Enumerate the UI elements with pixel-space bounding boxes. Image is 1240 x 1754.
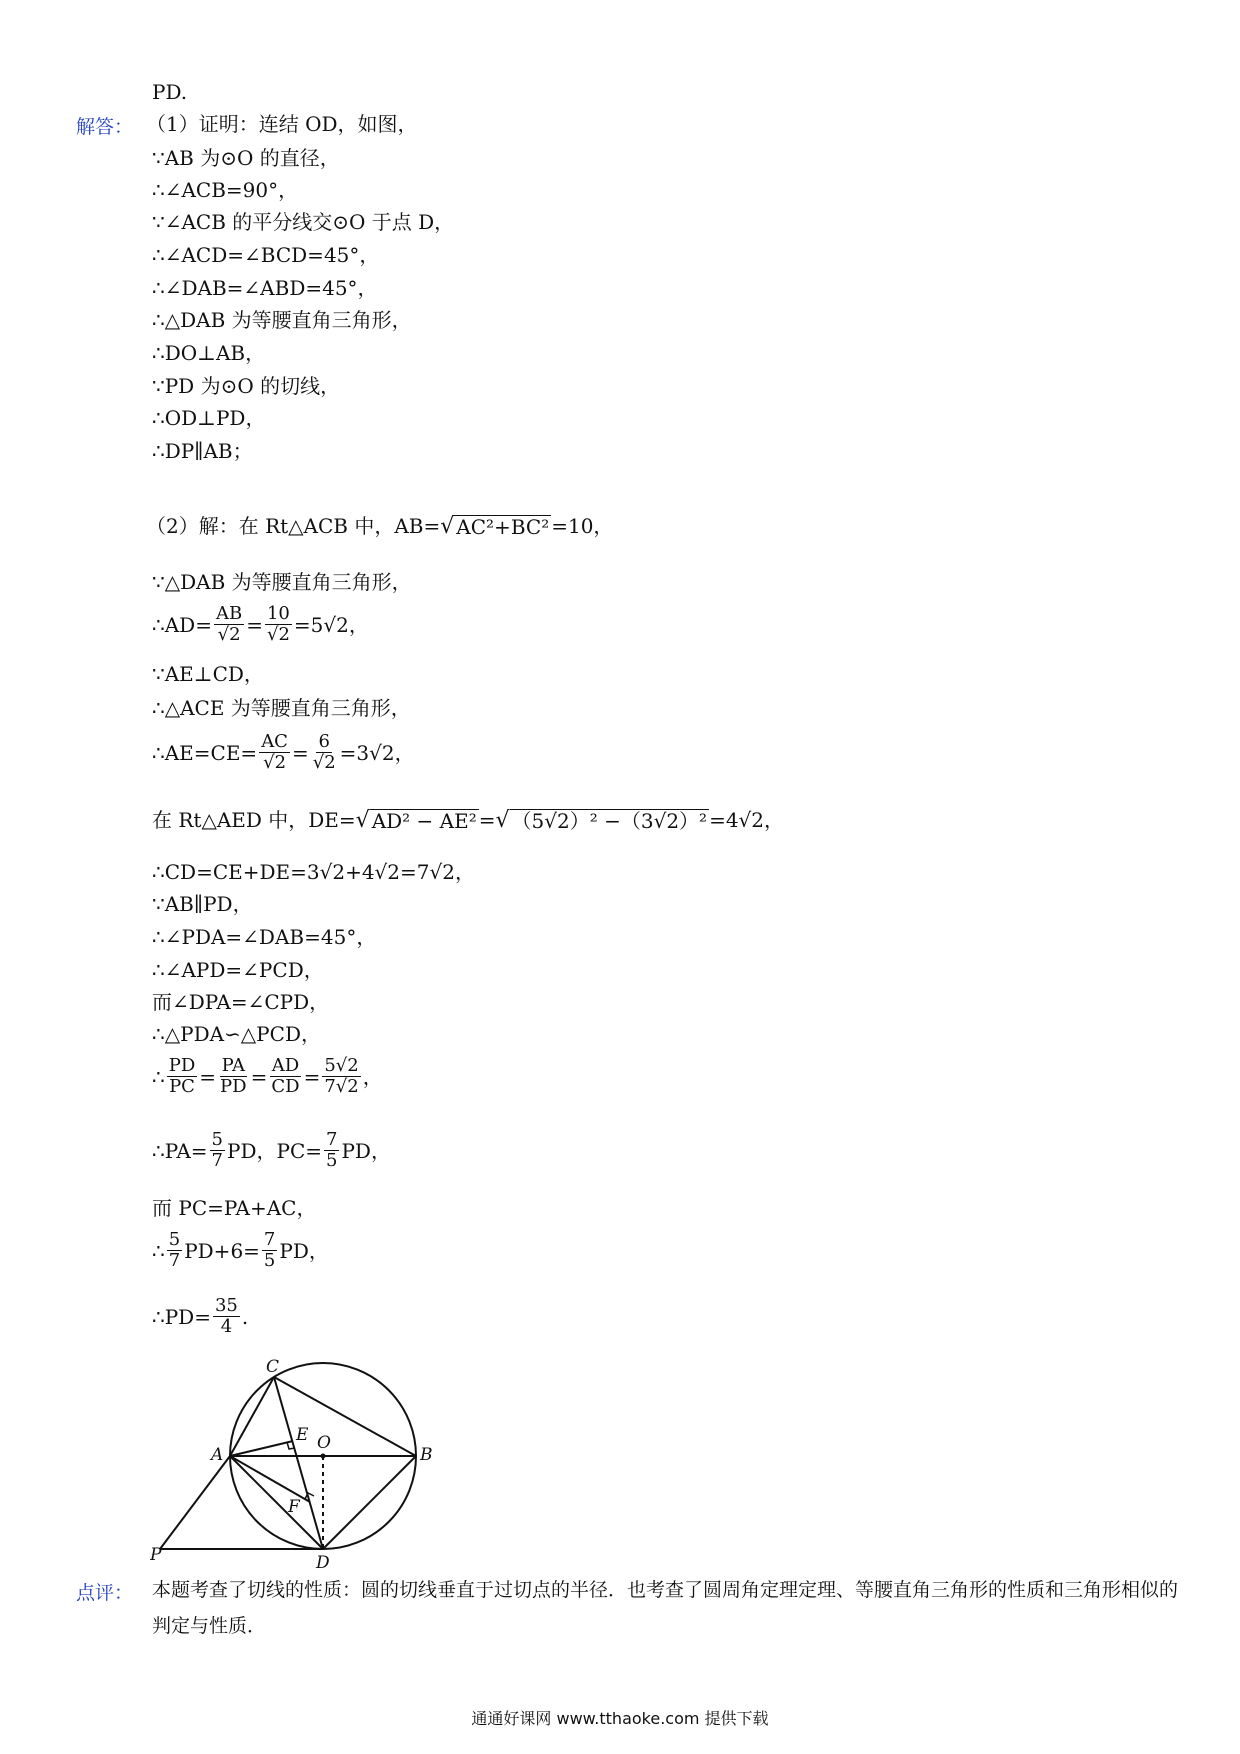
text: ， [362, 1064, 383, 1089]
part2-line: ∵AB∥PD， [152, 892, 253, 916]
part1-line: ∵PD 为⊙O 的切线， [152, 374, 341, 398]
page-footer: 通通好课网 www.tthaoke.com 提供下载 [471, 1709, 769, 1728]
text: =4√2， [709, 808, 785, 832]
denominator: PD [220, 1076, 247, 1097]
text: ∴ [152, 1238, 165, 1263]
numerator: 7 [326, 1129, 338, 1150]
text: PD， [341, 1138, 391, 1163]
text: =3√2， [339, 740, 415, 765]
fraction [265, 604, 292, 645]
fraction [214, 604, 244, 645]
sqrt-expression: √ （5√2）² −（3√2）² [495, 808, 708, 833]
radicand: AD² − AE² [371, 809, 477, 833]
denominator: 7 [168, 1250, 181, 1271]
label-a: A [211, 1445, 224, 1465]
segment-ac [230, 1377, 274, 1456]
result-line [152, 1296, 248, 1337]
numerator: AB [215, 603, 243, 624]
ae-calc-line: ∴AE=CE= $\frac{AC}{√2}$ = $\frac{6}{√2}$ =3√2， [152, 731, 415, 773]
denominator: PC [169, 1076, 195, 1097]
de-calc-line: 在 Rt△AED 中，DE= √ AD² − AE² = √ （5√2）² −（3√2）² =4√2， [152, 808, 785, 833]
part1-line: ∴OD⊥PD， [152, 406, 266, 430]
part1-line: ∴∠ACD=∠BCD=45°， [152, 243, 380, 267]
numerator: PD [168, 1055, 196, 1076]
numerator: PA [221, 1055, 246, 1076]
top-fragment: PD. [152, 80, 188, 104]
label-c: C [266, 1357, 280, 1377]
text: PD，PC= [227, 1138, 323, 1163]
fraction [210, 1130, 225, 1171]
part2-line: ∴CD=CE+DE=3√2+4√2=7√2， [152, 860, 475, 884]
numerator: AD [271, 1055, 300, 1076]
numerator: 5 [211, 1129, 223, 1150]
part2-line: ∴△ACE 为等腰直角三角形， [152, 696, 411, 720]
part2-line: ∴∠APD=∠PCD， [152, 958, 324, 982]
text: PD+6= [184, 1238, 260, 1263]
label-f: F [288, 1497, 300, 1517]
part1-line: ∴DP∥AB； [152, 439, 253, 463]
ratio-line: ∴ $\frac{PD}{PC}$ = $\frac{PA}{PD}$ = $\frac{AD}{CD}$ = $\frac{5√2}{7√2}$ ， [152, 1055, 383, 1097]
text: . [241, 1304, 249, 1329]
point-o [321, 1454, 326, 1459]
geometry-figure [150, 1352, 440, 1572]
label-p: P [150, 1545, 162, 1565]
part1-line: （1）证明：连结 OD，如图， [146, 112, 418, 136]
radicand: AC²+BC² [456, 515, 550, 539]
numerator: 10 [266, 603, 290, 624]
part1-line: ∵AB 为⊙O 的直径， [152, 146, 340, 170]
denominator: 7 [211, 1150, 223, 1171]
part2-line: ∵△DAB 为等腰直角三角形， [152, 570, 412, 594]
comment-label: 点评： [76, 1582, 134, 1604]
text: ∴AD= [152, 612, 212, 637]
text: PD， [279, 1238, 329, 1263]
sqrt-expression: √ AC²+BC² [440, 514, 550, 539]
part2-line: 而∠DPA=∠CPD， [152, 990, 330, 1014]
part1-line: ∴∠DAB=∠ABD=45°， [152, 276, 378, 300]
part1-line: ∴∠ACB=90°， [152, 178, 299, 202]
numerator: AC [261, 731, 288, 752]
numerator: 35 [214, 1295, 238, 1316]
part2-line: ∵AE⊥CD， [152, 662, 264, 686]
text: ∴PD= [152, 1304, 211, 1329]
denominator: 7√2 [324, 1076, 359, 1097]
text: 在 Rt△AED 中，DE= [152, 808, 356, 832]
fraction [213, 1296, 240, 1337]
answer-label: 解答： [76, 116, 134, 138]
fraction [218, 1056, 249, 1097]
numerator: 7 [263, 1229, 276, 1250]
comment-text: 本题考查了切线的性质：圆的切线垂直于过切点的半径．也考查了圆周角定理定理、等腰直角三角形的性质和三角形相似的判定与性质． [152, 1579, 1179, 1637]
text: （2）解：在 Rt△ACB 中，AB= [146, 514, 441, 538]
fraction [322, 1056, 360, 1097]
fraction [167, 1056, 198, 1097]
numerator: 6 [318, 731, 330, 752]
text: ∴ [152, 1064, 165, 1089]
segment-ap [160, 1456, 230, 1549]
numerator: 5√2 [324, 1055, 359, 1076]
sqrt-expression: √ AD² − AE² [355, 808, 477, 833]
numerator: 5 [168, 1229, 181, 1250]
text: ∴PA= [152, 1138, 208, 1163]
fraction [269, 1056, 301, 1097]
radicand: （5√2）² −（3√2）² [511, 809, 708, 833]
label-e: E [296, 1425, 309, 1445]
ab-calc-line [146, 514, 613, 539]
fraction [167, 1230, 182, 1271]
denominator: √2 [217, 624, 241, 645]
label-d: D [316, 1553, 330, 1572]
denominator: √2 [266, 624, 290, 645]
denominator: 4 [220, 1316, 233, 1337]
fraction [324, 1130, 339, 1171]
label-b: B [420, 1445, 433, 1465]
pa-pc-line [152, 1130, 391, 1171]
part1-line: ∴△DAB 为等腰直角三角形， [152, 308, 412, 332]
denominator: √2 [312, 752, 336, 773]
ad-calc-line: ∴AD= $\frac{AB}{√2}$ = $\frac{10}{√2}$ =5√2， [152, 603, 369, 645]
equation-line [152, 1230, 329, 1271]
label-o: O [317, 1433, 331, 1453]
fraction [311, 732, 338, 773]
part2-line: ∴△PDA∽△PCD， [152, 1022, 321, 1046]
part1-line: ∴DO⊥AB， [152, 341, 266, 365]
segment-bd [323, 1456, 416, 1549]
part2-line: 而 PC=PA+AC， [152, 1196, 317, 1220]
segment-ae [230, 1441, 293, 1456]
denominator: √2 [263, 752, 287, 773]
fraction [262, 1230, 277, 1271]
part1-line: ∵∠ACB 的平分线交⊙O 于点 D， [152, 210, 455, 234]
text: ∴AE=CE= [152, 740, 258, 765]
part2-line: ∴∠PDA=∠DAB=45°， [152, 925, 377, 949]
denominator: 5 [263, 1250, 276, 1271]
denominator: 5 [326, 1150, 338, 1171]
text: =10， [551, 514, 614, 538]
denominator: CD [271, 1076, 300, 1097]
fraction [259, 732, 290, 773]
text: =5√2， [293, 612, 369, 637]
